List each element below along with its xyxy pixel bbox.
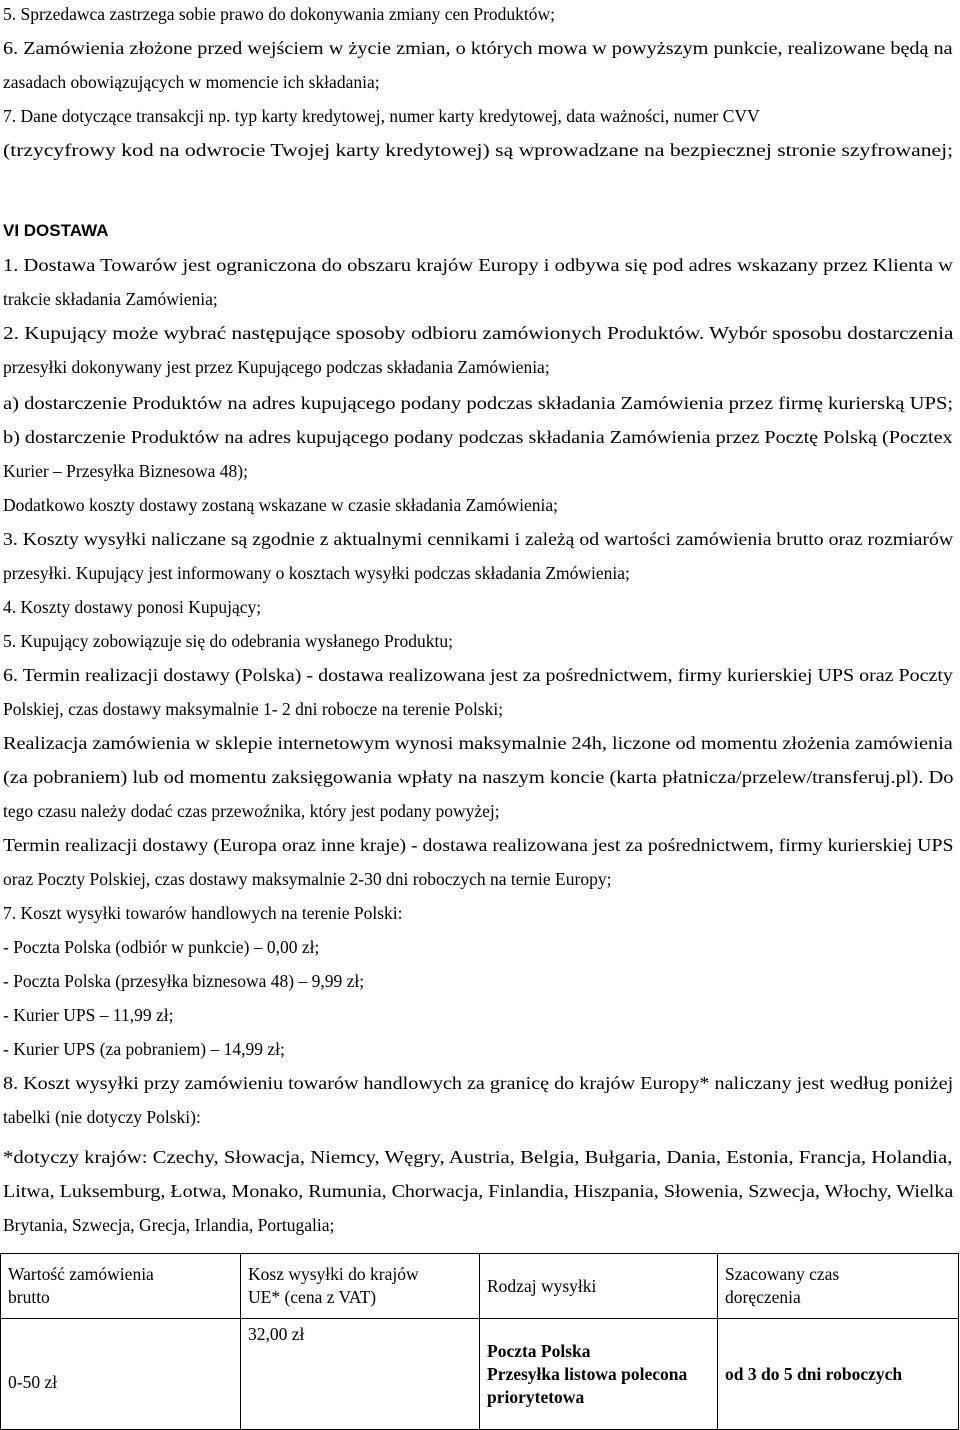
cell-text: Poczta Polska bbox=[487, 1340, 591, 1361]
text-line: Termin realizacji dostawy (Europa oraz inne kraje) - dostawa realizowana jest za pośrednictwem, firmy kurierskiej UPS bbox=[3, 835, 954, 855]
header-shipping-type bbox=[480, 1254, 718, 1319]
text-line: - Poczta Polska (przesyłka biznesowa 48) – 9,99 zł; bbox=[3, 971, 365, 991]
text-line: Brytania, Szwecja, Grecja, Irlandia, Portugalia; bbox=[3, 1215, 335, 1235]
header-text: UE* (cena z VAT) bbox=[248, 1287, 377, 1307]
text-line: zasadach obowiązujących w momencie ich składania; bbox=[3, 72, 380, 92]
text-line: 7. Dane dotyczące transakcji np. typ karty kredytowej, numer karty kredytowej, data ważności, numer CVV bbox=[3, 106, 760, 126]
text-line: - Kurier UPS – 11,99 zł; bbox=[3, 1005, 174, 1025]
header-text: Rodzaj wysyłki bbox=[487, 1275, 597, 1296]
header-shipping-cost bbox=[241, 1254, 480, 1319]
text-line: 7. Koszt wysyłki towarów handlowych na terenie Polski: bbox=[3, 903, 403, 923]
text-line: *dotyczy krajów: Czechy, Słowacja, Niemcy, Węgry, Austria, Belgia, Bułgaria, Dania, Estonia, Francja, Holandia, bbox=[3, 1147, 953, 1167]
text-line: przesyłki. Kupujący jest informowany o kosztach wysyłki podczas składania Zmówienia; bbox=[3, 563, 630, 583]
text-line: Dodatkowo koszty dostawy zostaną wskazane w czasie składania Zamówienia; bbox=[3, 495, 558, 515]
text-line: b) dostarczenie Produktów na adres kupującego podany podczas składania Zamówienia przez Pocztę Polską (Pocztex bbox=[3, 427, 953, 447]
text-line: 2. Kupujący może wybrać następujące sposoby odbioru zamówionych Produktów. Wybór sposobu dostarczenia bbox=[3, 323, 954, 343]
table-row bbox=[1, 1319, 959, 1430]
table-header-row bbox=[1, 1254, 959, 1319]
text-line: Realizacja zamówienia w sklepie internetowym wynosi maksymalnie 24h, liczone od momentu złożenia zamówienia bbox=[3, 733, 953, 753]
text-line: tego czasu należy dodać czas przewoźnika, który jest podany powyżej; bbox=[3, 801, 500, 821]
text-line: 6. Termin realizacji dostawy (Polska) - dostawa realizowana jest za pośrednictwem, firmy kurierskiej UPS oraz Poczty bbox=[3, 665, 953, 685]
cell-text: priorytetowa bbox=[487, 1386, 585, 1407]
text-line: 4. Koszty dostawy ponosi Kupujący; bbox=[3, 597, 262, 617]
cell-order-value: 0-50 zł bbox=[1, 1319, 241, 1430]
header-text: Wartość zamówienia bbox=[8, 1264, 154, 1284]
text-line: (trzycyfrowy kod na odwrocie Twojej karty kredytowej) są wprowadzane na bezpiecznej stronie szyfrowanej; bbox=[3, 140, 954, 160]
header-text: Szacowany czas bbox=[725, 1264, 840, 1284]
text-line: oraz Poczty Polskiej, czas dostawy maksymalnie 2-30 dni roboczych na ternie Europy; bbox=[3, 869, 612, 889]
header-delivery-time bbox=[718, 1254, 959, 1319]
section-heading: VI DOSTAWA bbox=[3, 221, 109, 240]
cell-text: Przesyłka listowa polecona bbox=[487, 1363, 688, 1384]
text-line: 8. Koszt wysyłki przy zamówieniu towarów handlowych za granicę do krajów Europy* naliczany jest według poniżej bbox=[3, 1073, 954, 1093]
text-line: 5. Kupujący zobowiązuje się do odebrania wysłanego Produktu; bbox=[3, 631, 454, 651]
text-line: - Kurier UPS (za pobraniem) – 14,99 zł; bbox=[3, 1039, 285, 1059]
text-line: Polskiej, czas dostawy maksymalnie 1- 2 dni robocze na terenie Polski; bbox=[3, 699, 504, 719]
text-line: Kurier – Przesyłka Biznesowa 48); bbox=[3, 461, 248, 481]
header-text: Kosz wysyłki do krajów bbox=[248, 1264, 419, 1284]
text-line: Litwa, Luksemburg, Łotwa, Monako, Rumunia, Chorwacja, Finlandia, Hiszpania, Słowenia, Szwecja, Włochy, Wielka bbox=[3, 1181, 954, 1201]
text-line: (za pobraniem) lub od momentu zaksięgowania wpłaty na naszym koncie (karta płatnicza/przelew/transferuj.pl). Do bbox=[3, 767, 954, 787]
shipping-cost-table bbox=[0, 1253, 959, 1430]
text-line: trakcie składania Zamówienia; bbox=[3, 289, 218, 309]
text-line: a) dostarczenie Produktów na adres kupującego podany podczas składania Zamówienia przez firmę kurierską UPS; bbox=[3, 393, 954, 413]
header-text: doręczenia bbox=[725, 1287, 801, 1307]
text-line: 5. Sprzedawca zastrzega sobie prawo do dokonywania zmiany cen Produktów; bbox=[3, 4, 556, 24]
text-line: przesyłki dokonywany jest przez Kupującego podczas składania Zamówienia; bbox=[3, 357, 550, 377]
header-text: brutto bbox=[8, 1287, 50, 1307]
text-line: 3. Koszty wysyłki naliczane są zgodnie z aktualnymi cennikami i zależą od wartości zamówienia brutto oraz rozmiarów bbox=[3, 529, 954, 549]
cell-shipping-cost: 32,00 zł bbox=[241, 1319, 480, 1430]
cell-shipping-type bbox=[480, 1319, 718, 1430]
text-line: - Poczta Polska (odbiór w punkcie) – 0,00 zł; bbox=[3, 937, 320, 957]
header-order-value bbox=[1, 1254, 241, 1319]
text-line: tabelki (nie dotyczy Polski): bbox=[3, 1107, 201, 1127]
cell-delivery-time: od 3 do 5 dni roboczych bbox=[718, 1319, 959, 1430]
text-line: 6. Zamówienia złożone przed wejściem w życie zmian, o których mowa w powyższym punkcie, realizowane będą na bbox=[3, 38, 953, 58]
text-line: 1. Dostawa Towarów jest ograniczona do obszaru krajów Europy i odbywa się pod adres wskazany przez Klienta w bbox=[3, 255, 954, 275]
